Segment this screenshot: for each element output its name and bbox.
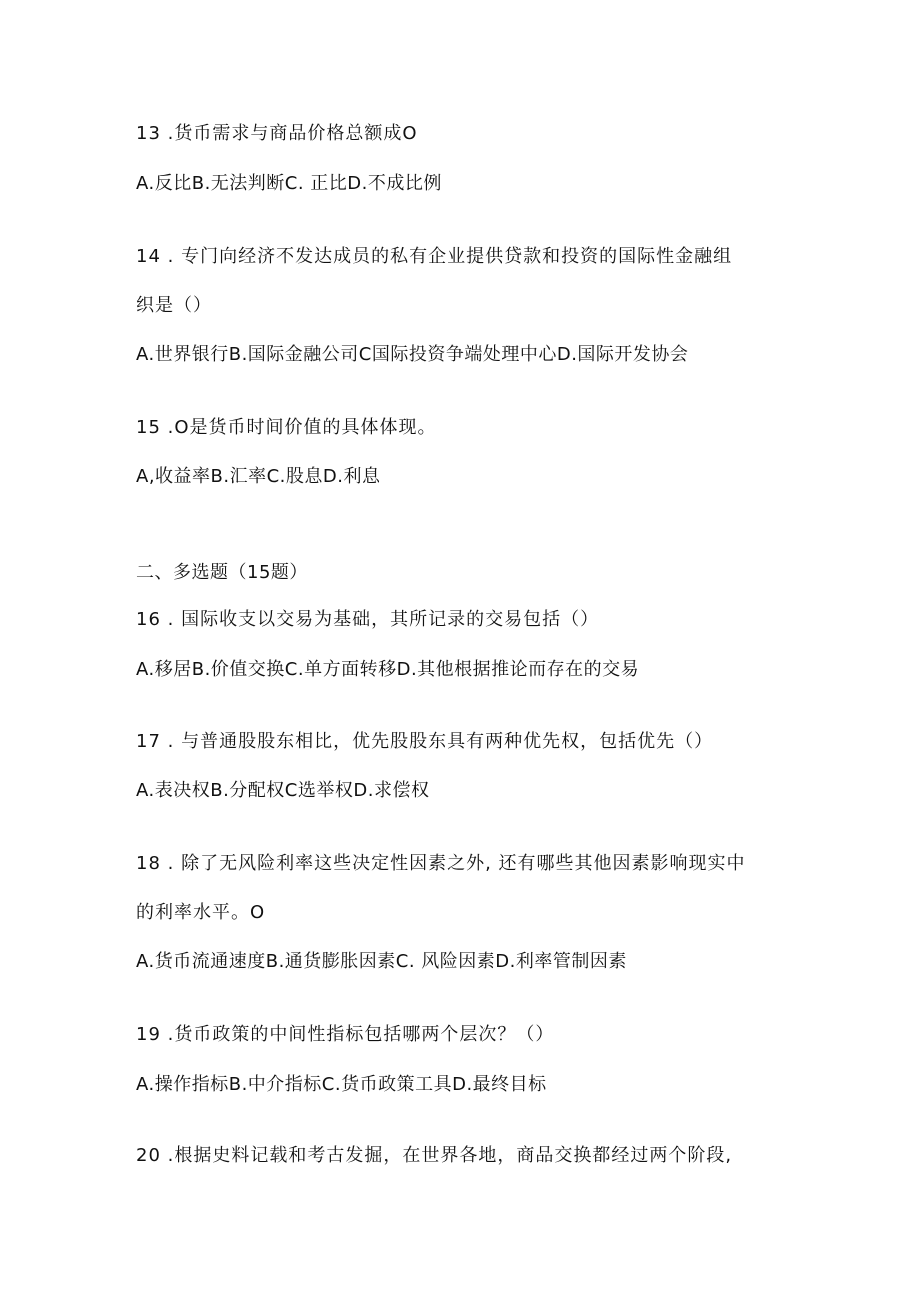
question-13-stem: 13 .货币需求与商品价格总额成O	[136, 123, 418, 144]
question-18-stem-line2: 的利率水平。O	[136, 902, 266, 923]
question-17-options: A.表决权B.分配权C选举权D.求偿权	[136, 780, 430, 801]
question-19-stem: 19 .货币政策的中间性指标包括哪两个层次？（）	[136, 1024, 555, 1045]
question-16-options: A.移居B.价值交换C.单方面转移D.其他根据推论而存在的交易	[136, 659, 640, 680]
question-13-options: A.反比B.无法判断C. 正比D.不成比例	[136, 173, 442, 194]
question-15-options: A,收益率B.汇率C.股息D.利息	[136, 466, 381, 487]
question-14-options: A.世界银行B.国际金融公司C国际投资争端处理中心D.国际开发协会	[136, 344, 689, 365]
question-14-stem-line1: 14 . 专门向经济不发达成员的私有企业提供贷款和投资的国际性金融组	[136, 246, 733, 267]
question-18-stem-line1: 18 . 除了无风险利率这些决定性因素之外, 还有哪些其他因素影响现实中	[136, 853, 746, 874]
question-15-stem: 15 .O是货币时间价值的具体体现。	[136, 417, 437, 438]
question-14-stem-line2: 织是（）	[136, 295, 212, 316]
question-17-stem: 17 . 与普通股股东相比，优先股股东具有两种优先权，包括优先（）	[136, 731, 714, 752]
question-16-stem: 16 . 国际收支以交易为基础，其所记录的交易包括（）	[136, 609, 600, 630]
question-20-stem: 20 .根据史料记载和考古发掘，在世界各地，商品交换都经过两个阶段,	[136, 1145, 733, 1166]
section-heading-multiple-choice: 二、多选题（15题）	[136, 562, 308, 583]
question-19-options: A.操作指标B.中介指标C.货币政策工具D.最终目标	[136, 1074, 547, 1095]
question-18-options: A.货币流通速度B.通货膨胀因素C. 风险因素D.利率管制因素	[136, 951, 627, 972]
